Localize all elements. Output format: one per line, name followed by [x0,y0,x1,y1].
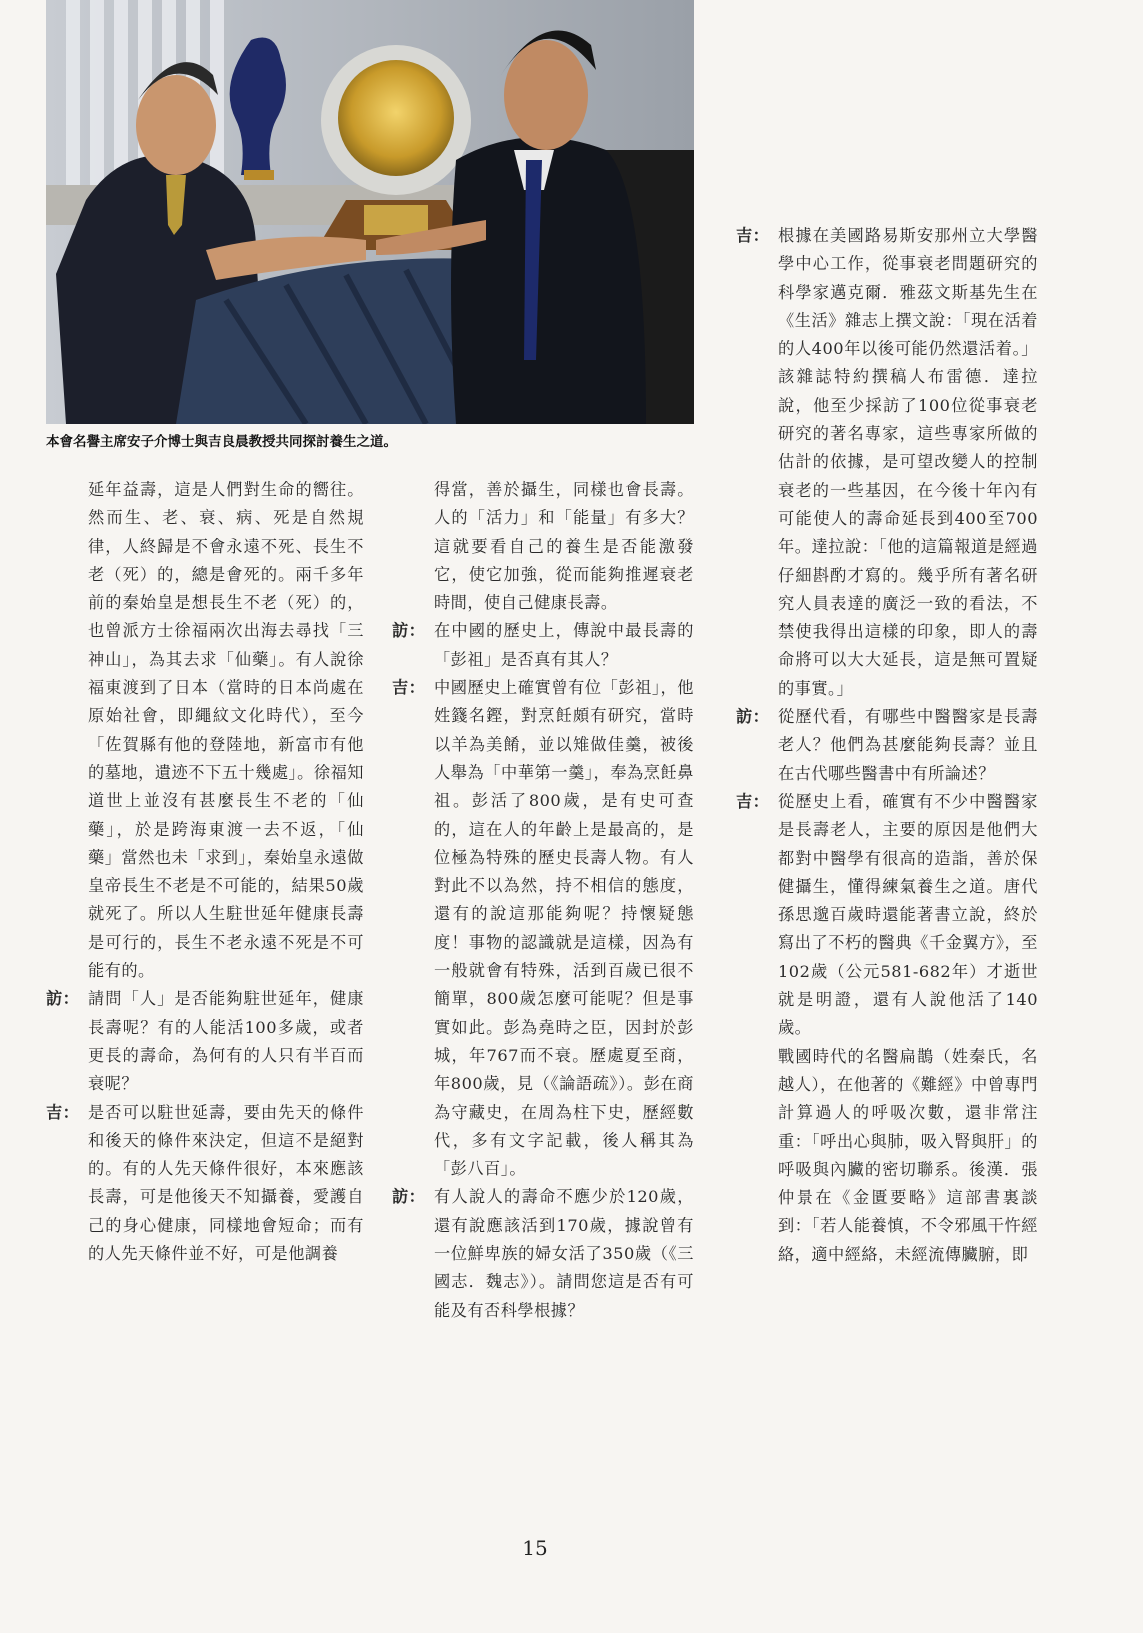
answer-4-text: 從歷史上看，確實有不少中醫醫家是長壽老人，主要的原因是他們大都對中醫學有很高的造詣，善於保健攝生，懂得練氣養生之道。唐代孫思邈百歲時還能著書立說，終於寫出了不朽的醫典《千金翼方》，至102歲（公元581-682年）才逝世就是明證，還有人說他活了140歲。 [778,791,1038,1038]
answerer-label: 吉： [736,791,770,811]
photo-caption: 本會名譽主席安子介博士與吉良晨教授共同探討養生之道。 [46,434,397,450]
answer-1 [46,1099,364,1269]
answer-3 [736,222,1038,703]
answer-3-text: 根據在美國路易斯安那州立大學醫學中心工作，從事衰老問題研究的科學家邁克爾．雅茲文斯基先生在《生活》雜志上撰文說：「現在活着的人400年以後可能仍然還活着。」該雜誌特約撰稿人布雷德．達拉說，他至少採訪了100位從事衰老研究的著名專家，這些專家所做的估計的依據，是可望改變人的控制衰老的一些基因，在今後十年內有可能使人的壽命延長到400至700年。達拉說：「他的這篇報道是經過仔細斟酌才寫的。幾乎所有著名研究人員表達的廣泛一致的看法，不禁使我得出這樣的印象，即人的壽命將可以大大延長，這是無可置疑的事實。」 [778,226,1038,698]
article-photo [46,0,694,424]
question-1-text: 請問「人」是否能夠駐世延年，健康長壽呢？有的人能活100多歲，或者更長的壽命，為何有的人只有半百而衰呢？ [88,989,364,1094]
answer-1-continued: 得當，善於攝生，同樣也會長壽。人的「活力」和「能量」有多大？這就要看自己的養生是否能激發它，使它加強，從而能夠推遲衰老時間，使自己健康長壽。 [434,480,694,613]
answerer-label: 吉： [392,678,426,698]
question-2 [392,617,694,674]
text-column-2 [392,476,694,1325]
interviewer-label: 訪： [46,989,80,1009]
interviewer-label: 訪： [736,707,770,727]
interviewer-label: 訪： [392,1187,426,1207]
question-4 [736,703,1038,788]
question-3-text: 有人說人的壽命不應少於120歲，還有說應該活到170歲，據說曾有一位鮮卑族的婦女活了350歲（《三國志．魏志》）。請問您這是否有可能及有否科學根據？ [434,1187,694,1320]
text-column-1 [46,476,364,1268]
photo-illustration [46,0,694,424]
answer-4 [736,788,1038,1043]
question-2-text: 在中國的歷史上，傳說中最長壽的「彭祖」是否真有其人？ [434,621,694,669]
answerer-label: 吉： [736,226,770,245]
paragraph-bianque: 戰國時代的名醫扁鵲（姓秦氏，名越人），在他著的《難經》中曾專門計算過人的呼吸次數，還非常注重：「呼出心與肺，吸入腎與肝」的呼吸與內臟的密切聯系。後漢．張仲景在《金匱要略》這部書裏談到：「若人能養慎，不令邪風干忤經絡，適中經絡，未經流傳臟腑，即 [778,1046,1038,1264]
answerer-label: 吉： [46,1102,80,1122]
page-number: 15 [522,1536,548,1560]
answer-2 [392,674,694,1183]
answer-1-text: 是否可以駐世延壽，要由先天的條件和後天的條件來決定，但這不是絕對的。有的人先天條件很好，本來應該長壽，可是他後天不知攝養，愛護自己的身心健康，同樣地會短命；而有的人先天條件並不好，可是他調養 [88,1102,364,1264]
question-1 [46,985,364,1098]
interviewer-label: 訪： [392,621,426,641]
intro-paragraph: 延年益壽，這是人們對生命的嚮往。然而生、老、衰、病、死是自然規律，人終歸是不會永遠不死、長生不老（死）的，總是會死的。兩千多年前的秦始皇是想長生不老（死）的，也曾派方士徐福兩次出海去尋找「三神山」，為其去求「仙藥」。有人說徐福東渡到了日本（當時的日本尚處在原始社會，即繩紋文化時代），至今「佐賀縣有他的登陸地，新富市有他的墓地，遺迹不下五十幾處」。徐福知道世上並沒有甚麼長生不老的「仙藥」，於是跨海東渡一去不返，「仙藥」當然也未「求到」，秦始皇永遠做皇帝長生不老是不可能的，結果50歲就死了。所以人生駐世延年健康長壽是可行的，長生不老永遠不死是不可能有的。 [88,480,364,981]
question-4-text: 從歷代看，有哪些中醫醫家是長壽老人？他們為甚麼能夠長壽？並且在古代哪些醫書中有所論述？ [778,707,1038,783]
answer-2-text: 中國歷史上確實曾有位「彭祖」，他姓籛名鏗，對烹飪頗有研究，當時以羊為美餚，並以雉做佳羹，被後人舉為「中華第一羹」，奉為烹飪鼻祖。彭活了800歲，是有史可查的，這在人的年齡上是最高的，是位極為特殊的歷史長壽人物。有人對此不以為然，持不相信的態度，還有的說這那能夠呢？持懷疑態度！事物的認識就是這樣，因為有一般就會有特殊，活到百歲已很不簡單，800歲怎麼可能呢？但是事實如此。彭為堯時之臣，因封於彭城，年767而不衰。歷處夏至商，年800歲，見（《論語疏》）。彭在商為守藏史，在周為柱下史，歷經數代，多有文字記載，後人稱其為「彭八百」。 [434,678,694,1179]
text-column-3 [736,222,1038,1269]
question-3 [392,1183,694,1324]
